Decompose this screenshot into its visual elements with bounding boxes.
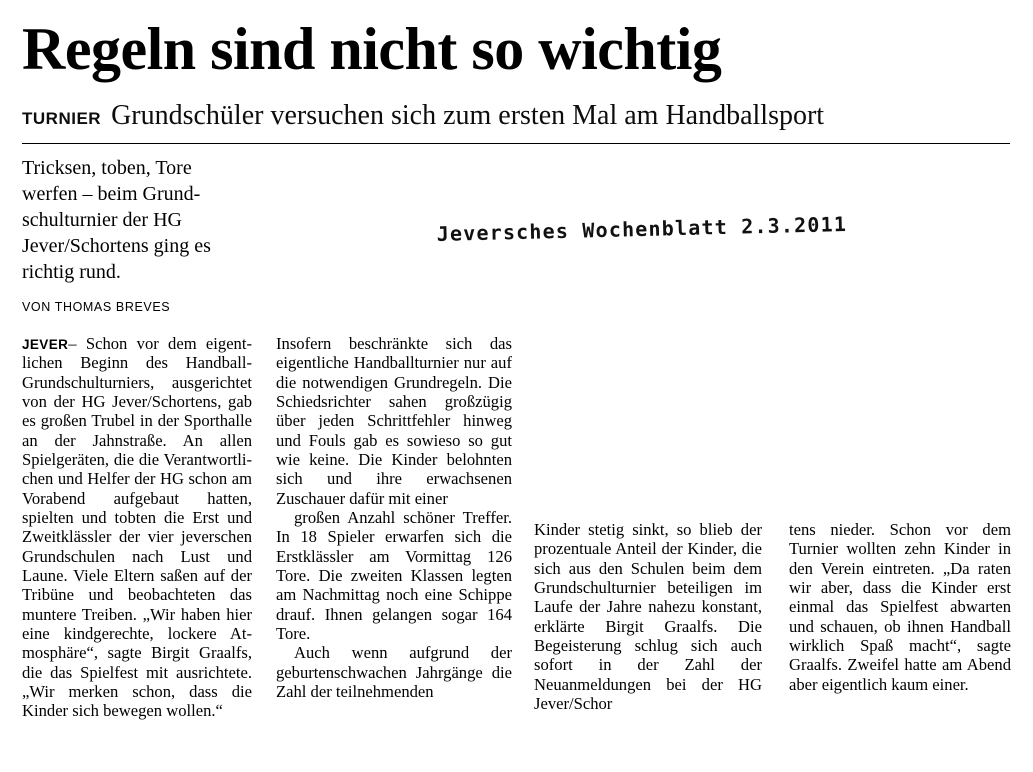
subtitle-text: Grundschüler versuchen sich zum ersten Mal am Handballsport xyxy=(111,100,825,131)
article-column-2 xyxy=(276,334,512,701)
column-3-paragraph-1: Kinder stetig sinkt, so blieb der prozentuale Anteil der Kinder, die sich aus den Schulen beim dem Grundschulturnier beteiligen im Laufe der Jahre nahezu konstant, erklärte Birgit Graalfs. Die Begeisterung schlug sich auch sofort in der Zahl der Neuanmeldungen bei der HG Jever/Schor xyxy=(534,520,762,713)
column-2-paragraph-2: großen Anzahl schöner Treffer. In 18 Spieler erwarfen sich die Erstklässler am Vormittag 126 Tore. Die zweiten Klassen legten am Nachmittag noch eine Schippe drauf. Ihnen gelangen sogar 164 Tore. xyxy=(276,507,512,643)
column-4-paragraph-1: tens nieder. Schon vor dem Turnier wollten zehn Kinder in den Verein eintreten. „Da raten wir aber, dass die Kinder erst einmal das Spielfest abwarten und schauen, ob ihnen Handball wirklich Spaß macht“, sagte Graalfs. Zweifel hatte am Abend aber eigentlich kaum einer. xyxy=(789,520,1011,694)
kicker-label: TURNIER xyxy=(22,109,102,128)
column-2-paragraph-1: Insofern beschränkte sich das eigentliche Handballturnier nur auf die notwendigen Grundregeln. Die Schiedsrichter sahen großzügig über jeden Schrittfehler hinweg und Fouls gab es sowieso so gut wie keine. Die Kinder belohnten sich und ihre erwachsenen Zuschauer dafür mit einer xyxy=(276,334,512,508)
article-column-3 xyxy=(534,520,762,713)
article-column-4 xyxy=(789,520,1011,694)
column-2-paragraph-3: Auch wenn aufgrund der geburtenschwachen Jahrgänge die Zahl der teilnehmenden xyxy=(276,643,512,701)
column-1-paragraph-1: – Schon vor dem eigentlichen Beginn des Handball-Grundschulturniers, ausgerichtet von der HG Jever/Schortens, gab es großen Trubel in der Sporthalle an der Jahnstraße. An allen Spielgeräten, die die Verantwortlichen und Helfer der HG schon am Vorabend aufgebaut hatten, spielten und tobten die Erst und Zweitklässler der vier jeverschen Grundschulen nach Lust und Laune. Viele Eltern saßen auf der Tribüne und beobachteten das muntere Treiben. „Wir haben hier eine kindgerechte, lockere Atmosphäre“, sagte Birgit Graalfs, die das Spielfest mit ausrichtete. „Wir merken schon, dass die Kinder sich bewegen wollen.“ xyxy=(22,334,252,721)
page-title: Regeln sind nicht so wichtig xyxy=(22,16,722,82)
lead-paragraph: Tricksen, toben, Tore werfen – beim Grundschulturnier der HG Jever/Schortens ging es richtig rund. xyxy=(22,157,211,283)
header-divider xyxy=(22,143,1010,144)
byline: VON THOMAS BREVES xyxy=(22,300,171,314)
article-column-1 xyxy=(22,334,252,721)
dateline: JEVER xyxy=(22,337,69,352)
handwritten-source-note: Jeversches Wochenblatt 2.3.2011 xyxy=(436,211,848,246)
subheadline-row xyxy=(22,100,1002,132)
